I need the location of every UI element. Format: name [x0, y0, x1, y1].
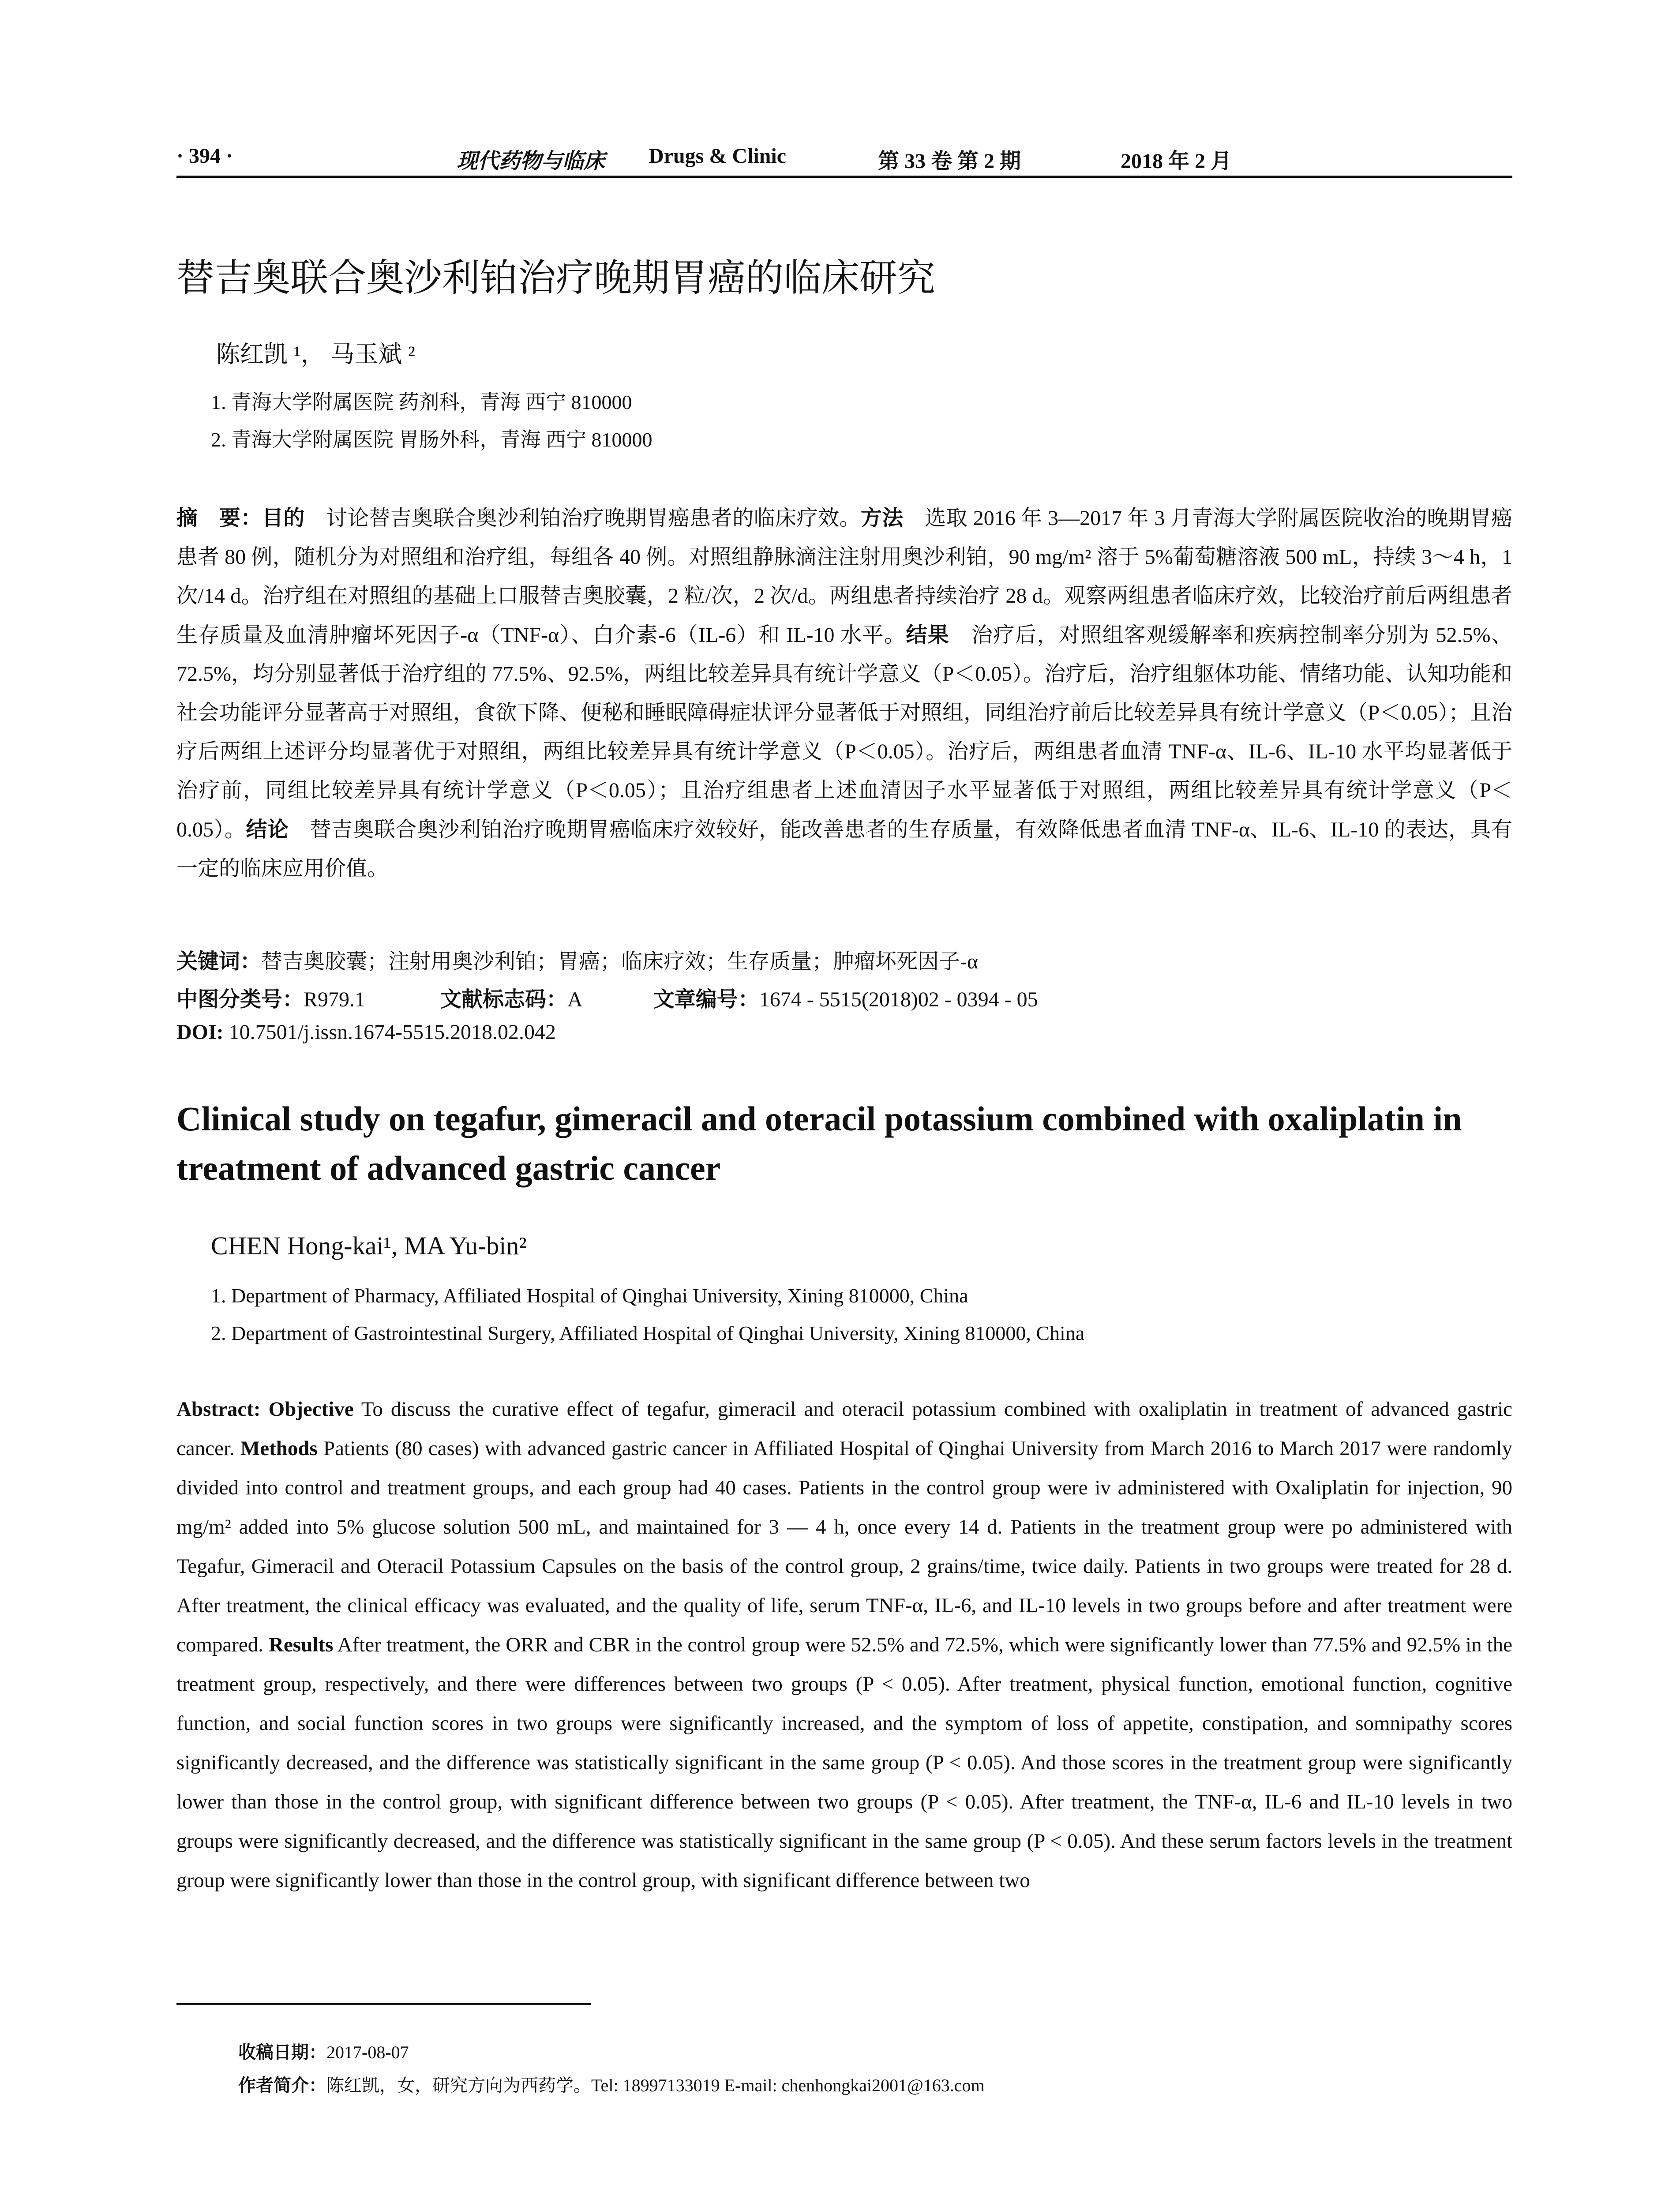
doi-line — [176, 1020, 556, 1044]
footnote-rule — [176, 2003, 591, 2005]
conclusion-label-cn: 结论 — [246, 817, 289, 842]
title-en: Clinical study on tegafur, gimeracil and oteracil potassium combined with oxaliplatin in treatment of advanced gastric cancer — [176, 1099, 1462, 1187]
journal-name-en: Drugs & Clinic — [649, 144, 786, 168]
running-header — [176, 140, 1512, 178]
classification-line — [176, 982, 1038, 1013]
volume-issue: 第 33 卷 第 2 期 — [878, 150, 1021, 173]
abstract-en-label: Abstract: Objective — [176, 1398, 354, 1421]
affiliation-cn-1: 1. 青海大学附属医院 药剂科，青海 西宁 810000 — [211, 391, 632, 413]
clc-label: 中图分类号： — [176, 987, 304, 1012]
doi-label: DOI: — [176, 1020, 224, 1044]
journal-name-cn: 现代药物与临床 — [457, 150, 605, 173]
results-label-cn: 结果 — [906, 623, 950, 647]
author-bio-label: 作者简介： — [238, 2075, 326, 2096]
results-label-en: Results — [269, 1633, 334, 1656]
results-cn: 治疗后，对照组客观缓解率和疾病控制率分别为 52.5%、72.5%，均分别显著低于治疗组的 77.5%、92.5%，两组比较差异具有统计学意义（P＜0.05）。治疗后，治疗组躯体功能、情绪功能、认知功能和社会功能评分显著高于对照组，食欲下降、便秘和睡眠障碍症状评分显著低于对照组，同组治疗前后比较差异具有统计学意义（P＜0.05）；且治疗后两组上述评分均显著优于对照组，两组比较差异具有统计学意义（P＜0.05）。治疗后，两组患者血清 TNF-α、IL-6、IL-10 水平均显著低于治疗前，同组比较差异具有统计学意义（P＜0.05）；且治疗组患者上述血清因子水平显著低于对照组，两组比较差异具有统计学意义（P＜0.05）。 — [176, 623, 1512, 841]
abstract-cn-label: 摘 要： — [176, 506, 262, 530]
methods-cn: 选取 2016 年 3—2017 年 3 月青海大学附属医院收治的晚期胃癌患者 80 例，随机分为对照组和治疗组，每组各 40 例。对照组静脉滴注注射用奥沙利铂，90 mg/m² 溶于 5%葡萄糖溶液 500 mL，持续 3～4 h，1 次/14 d。治疗组在对照组的基础上口服替吉奥胶囊，2 粒/次，2 次/d。两组患者持续治疗 28 d。观察两组患者临床疗效，比较治疗前后两组患者生存质量及血清肿瘤坏死因子-α（TNF-α）、白介素-6（IL-6）和 IL-10 水平。 — [176, 506, 1512, 647]
abstract-cn — [176, 499, 1512, 888]
objective-cn: 讨论替吉奥联合奥沙利铂治疗晚期胃癌患者的临床疗效。 — [304, 506, 861, 530]
author-bio: 陈红凯，女，研究方向为西药学。Tel: 18997133019 E-mail: chenhongkai2001@163.com — [326, 2075, 985, 2095]
clc-number: R979.1 — [304, 988, 366, 1011]
conclusion-cn: 替吉奥联合奥沙利铂治疗晚期胃癌临床疗效较好，能改善患者的生存质量，有效降低患者血清 TNF-α、IL-6、IL-10 的表达，具有一定的临床应用价值。 — [176, 818, 1512, 880]
affiliation-cn-2: 2. 青海大学附属医院 胃肠外科，青海 西宁 810000 — [211, 428, 652, 451]
received-date: 2017-08-07 — [326, 2042, 409, 2062]
affiliation-en-2: 2. Department of Gastrointestinal Surgery, Affiliated Hospital of Qinghai University, Xining 810000, China — [211, 1322, 1085, 1344]
page-number: · 394 · — [176, 144, 233, 168]
results-en: After treatment, the ORR and CBR in the control group were 52.5% and 72.5%, which were significantly lower than 77.5% and 92.5% in the treatment group, respectively, and there were differences between two groups (P < 0.05). After treatment, physical function, emotional function, cognitive function, and social function scores in two groups were significantly increased, and the symptom of loss of appetite, constipation, and somnipathy scores significantly decreased, and the difference was statistically significant in the same group (P < 0.05). And those scores in the treatment group were significantly lower than those in the control group, with significant difference between two groups (P < 0.05). After treatment, the TNF-α, IL-6 and IL-10 levels in two groups were significantly decreased, and the difference was statistically significant in the same group (P < 0.05). And these serum factors levels in the treatment group were significantly lower than those in the control group, with significant difference between two — [176, 1633, 1512, 1892]
keywords-cn — [176, 944, 978, 975]
doi-value: 10.7501/j.issn.1674-5515.2018.02.042 — [223, 1020, 556, 1044]
authors-cn: 陈红凯 ¹， 马玉斌 ² — [216, 341, 415, 368]
article-number: 1674 - 5515(2018)02 - 0394 - 05 — [759, 988, 1038, 1011]
authors-en: CHEN Hong-kai¹, MA Yu-bin² — [211, 1231, 527, 1260]
received-label: 收稿日期： — [238, 2042, 326, 2063]
objective-label-cn: 目的 — [262, 506, 305, 530]
author-bio-note — [238, 2071, 985, 2097]
objective-en: To discuss the curative effect of tegafur, gimeracil and oteracil potassium combined with oxaliplatin in treatment of advanced gastric cancer. — [176, 1398, 1512, 1460]
methods-label-en: Methods — [240, 1437, 318, 1460]
title-cn: 替吉奥联合奥沙利铂治疗晚期胃癌的临床研究 — [176, 256, 935, 300]
received-date-note — [238, 2038, 409, 2063]
issue-date: 2018 年 2 月 — [1121, 150, 1232, 173]
keywords-cn-label: 关键词： — [176, 949, 262, 974]
methods-label-cn: 方法 — [860, 506, 904, 530]
doc-code: A — [567, 988, 583, 1011]
affiliation-en-1: 1. Department of Pharmacy, Affiliated Hospital of Qinghai University, Xining 810000, China — [211, 1284, 968, 1307]
abstract-en — [176, 1390, 1512, 1900]
keywords-cn-text: 替吉奥胶囊；注射用奥沙利铂；胃癌；临床疗效；生存质量；肿瘤坏死因子-α — [261, 950, 979, 973]
doc-code-label: 文献标志码： — [440, 987, 568, 1012]
article-number-label: 文章编号： — [653, 987, 759, 1012]
methods-en: Patients (80 cases) with advanced gastric cancer in Affiliated Hospital of Qinghai University from March 2016 to March 2017 were randomly divided into control and treatment groups, and each group had 40 cases. Patients in the control group were iv administered with Oxaliplatin for injection, 90 mg/m² added into 5% glucose solution 500 mL, and maintained for 3 — 4 h, once every 14 d. Patients in the treatment group were po administered with Tegafur, Gimeracil and Oteracil Potassium Capsules on the basis of the control group, 2 grains/time, twice daily. Patients in two groups were treated for 28 d. After treatment, the clinical efficacy was evaluated, and the quality of life, serum TNF-α, IL-6, and IL-10 levels in two groups before and after treatment were compared. — [176, 1437, 1512, 1656]
